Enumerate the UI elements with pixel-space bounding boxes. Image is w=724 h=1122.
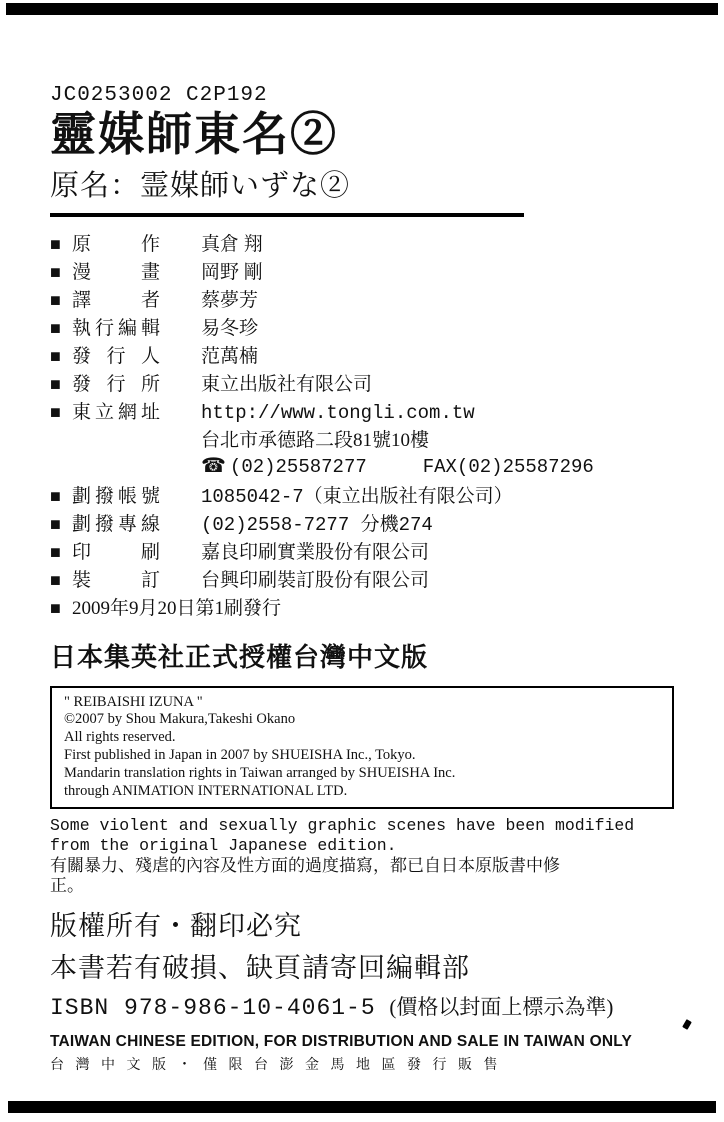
credit-row-translator: [50, 285, 680, 313]
release-date-row: [50, 593, 680, 621]
credit-row-postal-line: [50, 509, 680, 537]
rights-reserved-line: 版權所有・翻印必究: [50, 911, 302, 942]
credit-value: 岡野 剛: [201, 261, 263, 283]
bullet-icon: ■: [50, 541, 61, 562]
fax-number: FAX(02)25587296: [422, 455, 594, 478]
bullet-icon: ■: [50, 597, 61, 618]
credit-row-binder: [50, 565, 680, 593]
credit-value: 東立出版社有限公司: [201, 373, 373, 395]
copyright-line: Mandarin translation rights in Taiwan arranged by SHUEISHA Inc.: [64, 764, 456, 781]
isbn-number: ISBN 978-986-10-4061-5: [50, 995, 376, 1022]
credit-row-website: [50, 397, 680, 425]
copyright-line: First published in Japan in 2007 by SHUEISHA Inc., Tokyo.: [64, 746, 416, 763]
bullet-icon: ■: [50, 485, 61, 506]
credit-value: 嘉良印刷實業股份有限公司: [201, 541, 430, 563]
credit-value: 范萬楠: [201, 345, 259, 367]
credit-label: 發 行 所: [72, 373, 160, 395]
credit-label: 劃 撥 專 線: [72, 513, 160, 535]
bullet-icon: ■: [50, 569, 61, 590]
notice-en-line: from the original Japanese edition.: [50, 836, 397, 856]
credit-value: (02)2558-7277 分機274: [201, 513, 433, 536]
notice-zh-line: 正。: [50, 876, 84, 896]
credit-label: 譯 者: [72, 289, 160, 311]
credit-row-printer: [50, 537, 680, 565]
license-heading: 日本集英社正式授權台灣中文版: [50, 642, 429, 672]
credit-value: 1085042-7（東立出版社有限公司）: [201, 485, 513, 508]
credit-row-author: [50, 229, 680, 257]
publisher-address: 台北市承德路二段81號10樓: [201, 429, 430, 451]
credit-row-postal-account: [50, 481, 680, 509]
bullet-icon: ■: [50, 261, 61, 282]
bullet-icon: ■: [50, 401, 61, 422]
book-title: 靈媒師東名②: [50, 109, 338, 160]
top-black-bar: [6, 3, 718, 15]
bullet-icon: ■: [50, 289, 61, 310]
credit-label: 劃 撥 帳 號: [72, 485, 160, 507]
bullet-icon: ■: [50, 345, 61, 366]
publisher-address-row: [50, 425, 680, 453]
isbn-line: [50, 991, 680, 1021]
bullet-icon: ■: [50, 233, 61, 254]
credit-row-publisher: [50, 369, 680, 397]
notice-zh-line: 有關暴力、殘虐的內容及性方面的過度描寫，都已自日本原版書中修: [50, 856, 560, 876]
credit-label: 執 行 編 輯: [72, 317, 160, 339]
phone-icon: ☎: [201, 454, 226, 477]
copyright-line: All rights reserved.: [64, 729, 176, 746]
credit-row-editor: [50, 313, 680, 341]
credit-value: 台興印刷裝訂股份有限公司: [201, 569, 430, 591]
credit-row-publisher-person: [50, 341, 680, 369]
isbn-price-note: (價格以封面上標示為準): [389, 995, 614, 1020]
divider-rule: [50, 213, 524, 217]
credit-row-artist: [50, 257, 680, 285]
bullet-icon: ■: [50, 513, 61, 534]
bottom-black-bar: [8, 1101, 716, 1113]
distribution-notice-zh: 台灣中文版・僅限台澎金馬地區發行販售: [50, 1056, 509, 1073]
product-code: JC0253002 C2P192: [50, 84, 268, 107]
notice-en-line: Some violent and sexually graphic scenes have been modified: [50, 816, 635, 836]
credits-list: [50, 229, 680, 621]
phone-number: (02)25587277: [229, 455, 367, 478]
original-title: 原名：霊媒師いずな②: [50, 169, 351, 202]
distribution-notice-en: TAIWAN CHINESE EDITION, FOR DISTRIBUTION AND SALE IN TAIWAN ONLY: [50, 1033, 633, 1051]
copyright-box: [50, 686, 674, 810]
credit-value: 易冬珍: [201, 317, 259, 339]
credit-label: 東 立 網 址: [72, 401, 160, 423]
bullet-icon: ■: [50, 373, 61, 394]
publisher-phone-row: [50, 453, 680, 481]
copyright-line: ©2007 by Shou Makura,Takeshi Okano: [64, 711, 296, 728]
credit-value: 蔡夢芳: [201, 289, 259, 311]
copyright-line: through ANIMATION INTERNATIONAL LTD.: [64, 782, 348, 799]
credit-label: 漫 畫: [72, 261, 160, 283]
bullet-icon: ■: [50, 317, 61, 338]
modification-notice: [50, 816, 680, 896]
publisher-url: http://www.tongli.com.tw: [201, 401, 475, 424]
ink-mark: [682, 1019, 692, 1030]
damaged-copy-line: 本書若有破損、缺頁請寄回編輯部: [50, 953, 470, 984]
release-date: 2009年9月20日第1刷發行: [72, 597, 282, 619]
copyright-line: " REIBAISHI IZUNA ": [64, 693, 203, 710]
credit-label: 裝 訂: [72, 569, 160, 591]
credit-label: 原 作: [72, 233, 160, 255]
page-content: [50, 84, 680, 1074]
credit-value: 真倉 翔: [201, 233, 263, 255]
credit-label: 發 行 人: [72, 345, 160, 367]
credit-label: 印 刷: [72, 541, 160, 563]
